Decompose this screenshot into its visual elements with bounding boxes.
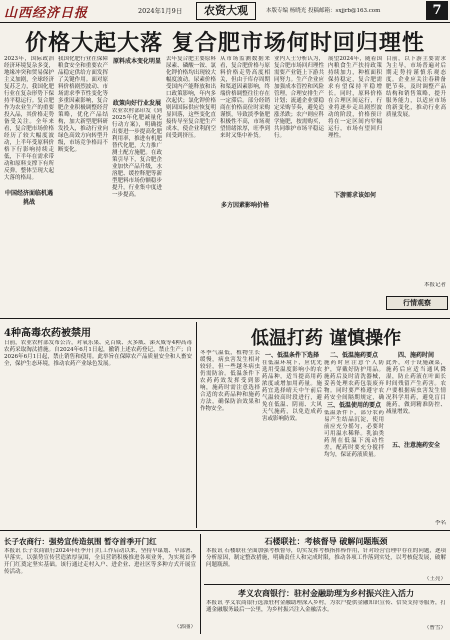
lead-col-1: 2023年，国际政治经济环境复杂多变，地缘冲突和贸易保护主义加剧，全球经济复苏乏力，我国化肥行业在复杂形势下保持平稳运行。复合肥作为农业生产的重要投入品，其价格走势备受关注。全年来看，复合肥市场价格经历了较大幅度波动，上半年受原料价格下行影响持续走低，下半年在需求带动和原料支撑下有所反弹，整体呈现大起大落的格局。 — [4, 56, 54, 181]
divider-2 — [0, 530, 450, 531]
lead-col-5: 从市场监测数据来看，复合肥价格与原料价格走势高度相关，但由于库存周期和渠道因素影响，终端价格调整往往存在一定滞后。部分经销商在价格高位时采购谨慎，导致淡季备肥积极性不高，市场观望情绪浓厚，旺季到来时又集中补货。 — [220, 56, 270, 139]
sub-china: 中国经济面临机遇挑战 — [4, 190, 53, 206]
article5-byline: （王亮） — [423, 576, 446, 582]
lead-col-4: 去年复合肥主要原料尿素、磷酸一铵、氯化钾价格均出现较大幅度波动。尿素价格受国内产能释放和出口政策影响，年内多次起伏；氯化钾价格则因国际供应恢复明显回落，这些变化直接传导至复合肥生产成本，使企业利润空间受到挤压。 — [166, 56, 216, 139]
lead-byline: 本报记者 — [423, 282, 446, 288]
market-box: 行情观察 — [386, 296, 448, 310]
lead-col-7: 展望2024年，随着国内粮食生产扶持政策持续加力，种植面积保持稳定，复合肥需求有望保持平稳增长。同时，原料价格在合理区间运行，行业将逐步走出剧烈波动的阶段，价格预计将在一定区间内窄幅运行，市场有望回归理性。 — [328, 56, 382, 139]
divider-1 — [0, 318, 450, 319]
article3-sub3: 三、低温使用的要点 — [326, 402, 381, 409]
article6-title: 孝义农商银行：驻村金融助理为乡村振兴注入活力 — [238, 588, 414, 598]
page-number: 7 — [426, 1, 448, 20]
lead-col-2: 我国化肥行业在保障粮食安全和重要农产品稳定供给方面发挥了关键作用。面对原料价格剧烈波动、市场需求季节性变化等多重因素影响，复合肥企业积极调整经营策略，优化产品结构，加大新型肥料研发投入，推动行业向绿色高效方向转型升级，市场竞争格局不断变化。 — [58, 56, 108, 153]
vdivider-2 — [200, 534, 201, 634]
article3-col-3: 施药时应注意个人防护，穿戴好防护用品。施药后及时清洗器械，妥善处理农药包装废弃物。同时要严格遵守农药安全间隔期规定，确 — [324, 360, 384, 400]
lead-col-3: 农业农村部印发《到2025年化肥减量化行动方案》，明确提出要进一步提高化肥利用率，推进有机肥替代化肥，大力推广测土配方施肥。在政策引导下，复合肥企业加快产品升级，水溶肥、缓控释肥等新型肥料市场份额稳步提升，行业集中度进一步提高。 — [112, 108, 162, 198]
editor-info: 本版专编 杨晓光 投稿邮箱：sxjjrb@163.com — [266, 8, 381, 14]
sub-price: 原料成本变化明显 — [112, 58, 161, 65]
sub-inspect: 多方因素影响价格 — [220, 202, 269, 209]
article3-title: 低温打药 谨慎操作 — [250, 328, 402, 349]
lead-col-8: 目前，以下游主要需求为主导，市场普遍对后期走势持谨慎乐观态度。企业应关注春耕备肥节奏，及时调整产品结构和销售策略，提升服务能力，以适应市场的新变化，推动行业高质量发展。 — [386, 56, 446, 118]
article3-sub1: 一、低温条件下选择 — [264, 352, 319, 359]
article3-sub2: 二、低温施药要点 — [329, 352, 378, 359]
lead-headline: 价格大起大落 复合肥市场何时回归理性 — [25, 30, 425, 56]
article3-col-4: 低温条件下，部分农药易产生结晶沉淀，使用前应充分摇匀，必要时可用温水稀释。乳油类药剂在低温下流动性差，配药时要充分搅拌均匀，保证药液质量。 — [324, 410, 384, 458]
article3-sub4: 四、施药时间 — [397, 352, 434, 359]
article4-body: 本报讯 长子农商银行2024年旺季开门红工作启动以来，坚持早谋划、早部署、早落实，以强势宣传营造浓厚氛围，全员营销积极推进各项业务，为实现首季开门红奠定坚实基础。该行通过走村入户、进企业、进社区等多种方式开展宣传活动。 — [4, 548, 196, 575]
article2-body: 日前，农业农村部发布公告，对氧乐果、克百威、灭多威、涕灭威等4种高毒农药采取淘汰措施。自2024年6月1日起，撤销上述农药登记，禁止生产；自2026年6月1日起，禁止销售和使用。此举旨在保障农产品质量安全和人畜安全，保护生态环境，推动农药产业绿色发展。 — [4, 340, 192, 367]
article6-byline: （曹雪） — [423, 625, 446, 631]
article3-byline: 李名 — [434, 520, 446, 526]
article3-sub5: 五、注意施药安全 — [391, 442, 440, 449]
article3-col-5: 此外，对于设施蔬菜，施药后应适当通风降湿，防止药液在叶面长时间残留产生药害。农户要根据病虫害发生情况科学用药，避免盲目施药，做到精准防控、减量增效。 — [386, 360, 446, 415]
article2-title: 4种高毒农药被禁用 — [4, 328, 91, 339]
sub-policy: 政策向好行业发展 — [112, 100, 161, 107]
sub-future: 下游需求该如何 — [333, 192, 376, 199]
article6-body: 本报讯 孝义农商银行选派驻村金融助理深入乡村，为农户提供金融知识宣传、信贷支持等服务，打通金融服务最后一公里，为乡村振兴注入金融活水。 — [206, 600, 446, 613]
article4-title: 长子农商行：强势宣传造氛围 暂夺首季开门红 — [4, 537, 157, 546]
section-title: 农资大观 — [196, 2, 256, 20]
issue-date: 2024年1月9日 — [138, 7, 183, 15]
article5-title: 石楼联社：考核督导 破解问题瓶颈 — [264, 536, 388, 546]
page-header — [0, 0, 450, 23]
divider-3 — [204, 584, 450, 585]
article3-col-2: 在低温环境下，应优先选用受温度影响小的农药品种，适当提高用药浓度或增加用药量。施药宜选择晴天中午前后气温较高时段进行，避免在低温、阴雨、大风天气施药，以免造成药害或影响防效。 — [262, 360, 322, 422]
article5-body: 本报讯 石楼联社全面加强考核督导，切实发挥考核指挥棒作用，针对经营管理中存在的问题，逐项分析原因，制定整改措施，明确责任人和完成时限，推动各项工作落到实处，以考核促发展，破解问题瓶颈。 — [206, 548, 446, 568]
lead-col-6: 业内人士分析认为，复合肥市场回归理性需要产业链上下游共同努力。生产企业应加强成本管控和风险管理，合理安排生产计划；流通企业要稳定采购节奏，避免追涨杀跌；农户则应科学施肥，按需购买，共同维护市场平稳运行。 — [274, 56, 324, 139]
article3-col-1: 冬季气温低，植物生长缓慢，病虫害发生相对较轻，但一些越冬病虫仍需防治。低温条件下农药药效发挥受到影响，施药时需注意选择合适的农药品种和施药方法，确保防治效果和作物安全。 — [200, 350, 260, 412]
article4-byline: （郭丽） — [173, 624, 196, 630]
masthead-logo: 山西经济日报 — [4, 6, 89, 21]
vdivider-1 — [196, 322, 197, 528]
